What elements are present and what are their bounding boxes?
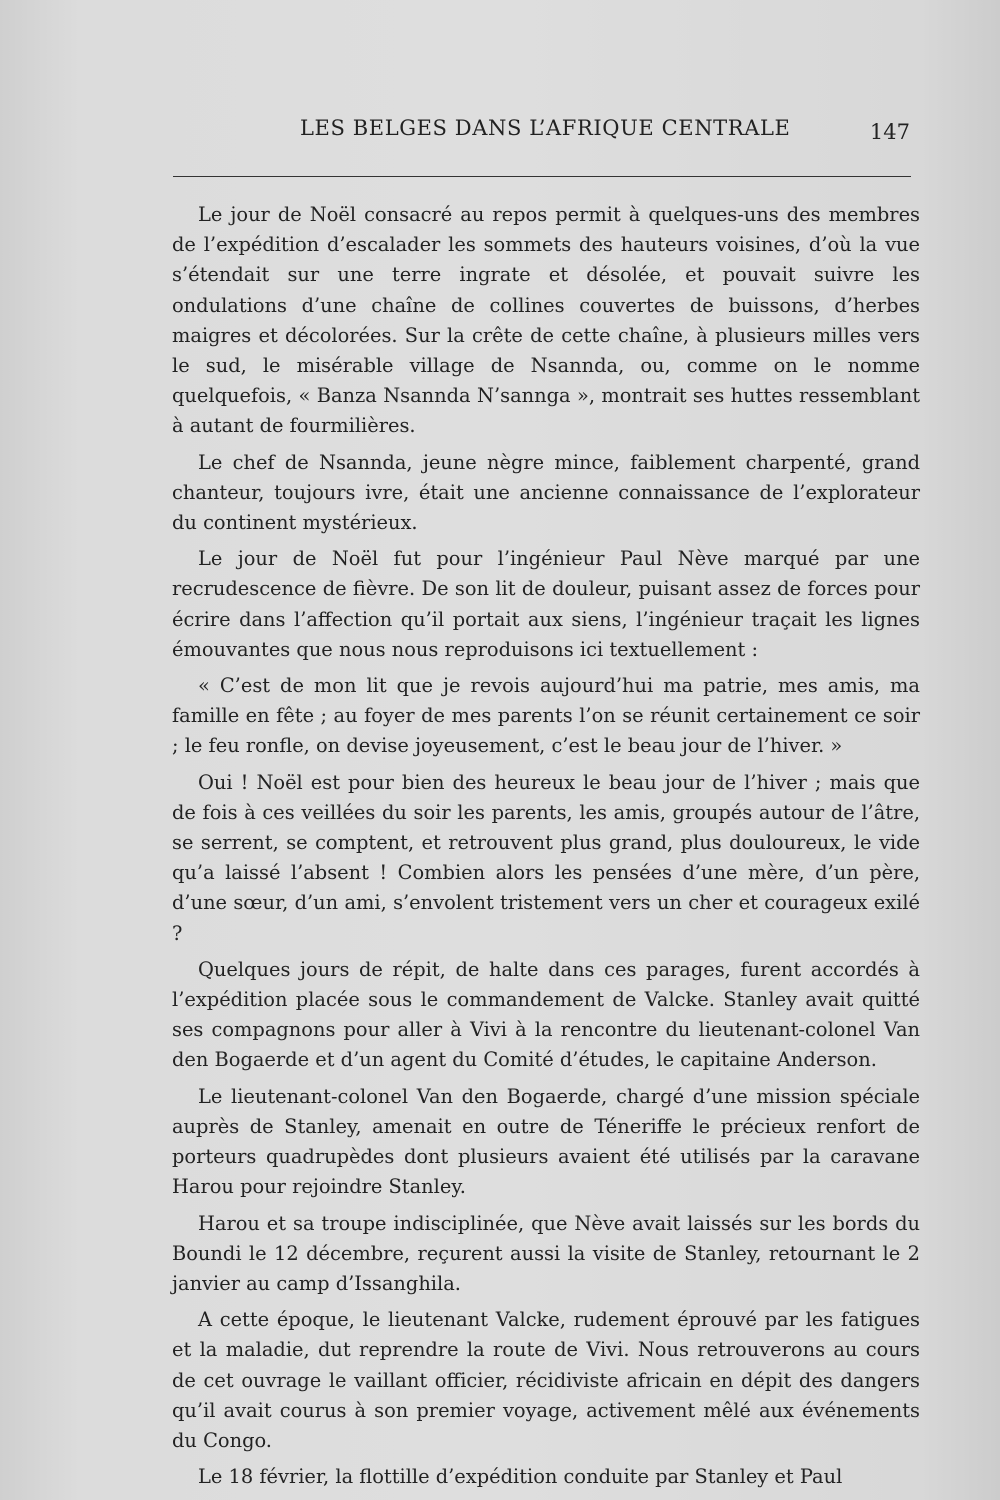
running-head-title: LES BELGES DANS L’AFRIQUE CENTRALE — [300, 116, 791, 140]
paragraph: Quelques jours de répit, de halte dans ces parages, furent accordés à l’expédition placée sous le commandement de Valcke. Stanley avait quitté ses compagnons pour aller à Vivi à la rencontre du lieutenant-colonel Van den Bogaerde et d’un agent du Comité d’études, le capitaine Anderson. — [172, 957, 920, 1072]
paragraph: Harou et sa troupe indisciplinée, que Nève avait laissés sur les bords du Boundi le 12 décembre, reçurent aussi la visite de Stanley, retournant le 2 janvier au camp d’Issanghila. — [172, 1211, 920, 1295]
paragraph: Le jour de Noël consacré au repos permit à quelques-uns des membres de l’expédition d’escalader les sommets des hauteurs voisines, d’où la vue s’étendait sur une terre ingrate et désolée, et pouvait suivre les ondulations d’une chaîne de collines couvertes de buissons, d’herbes maigres et décolorées. Sur la crête de cette chaîne, à plusieurs milles vers le sud, le misérable village de Nsannda, ou, comme on le nomme quelquefois, « Banza Nsannda N’sannga », montrait ses huttes ressemblant à autant de fourmilières. — [172, 203, 920, 438]
header-rule — [173, 176, 911, 177]
paragraph: A cette époque, le lieutenant Valcke, rudement éprouvé par les fatigues et la maladie, dut reprendre la route de Vivi. Nous retrouverons au cours de cet ouvrage le vaillant officier, récidiviste africain en dépit des dangers qu’il avait courus à son premier voyage, activement mêlé aux événements du Congo. — [172, 1308, 920, 1452]
paragraph: Le chef de Nsannda, jeune nègre mince, faiblement charpenté, grand chanteur, toujours ivre, était une ancienne connaissance de l’explorateur du continent mystérieux. — [172, 450, 920, 535]
paragraph: Le jour de Noël fut pour l’ingénieur Paul Nève marqué par une recrudescence de fièvre. De son lit de douleur, puisant assez de forces pour écrire dans l’affection qu’il portait aux siens, l’ingénieur traçait les lignes émouvantes que nous nous reproduisons ici textuellement : — [172, 547, 920, 661]
page-number: 147 — [869, 120, 910, 144]
paragraph: Le lieutenant-colonel Van den Bogaerde, chargé d’une mission spéciale auprès de Stanley, amenait en outre de Téneriffe le précieux renfort de porteurs quadrupèdes dont plusieurs avaient été utilisés par la caravane Harou pour rejoindre Stanley. — [172, 1084, 920, 1199]
running-head — [175, 112, 910, 148]
paragraph: Le 18 février, la flottille d’expédition conduite par Stanley et Paul — [198, 1465, 843, 1489]
body-text — [172, 200, 920, 1498]
paragraph: Oui ! Noël est pour bien des heureux le beau jour de l’hiver ; mais que de fois à ces veillées du soir les parents, les amis, groupés autour de l’âtre, se serrent, se comptent, et retrouvent plus grand, plus douloureux, le vide qu’a laissé l’absent ! Combien alors les pensées d’une mère, d’un père, d’une sœur, d’un ami, s’envolent tristement vers un cher et courageux exilé ? — [172, 770, 920, 945]
paragraph: « C’est de mon lit que je revois aujourd’hui ma patrie, mes amis, ma famille en fête ; au foyer de mes parents l’on se réunit certainement ce soir ; le feu ronfle, on devise joyeusement, c’est le beau jour de l’hiver. » — [172, 674, 920, 758]
